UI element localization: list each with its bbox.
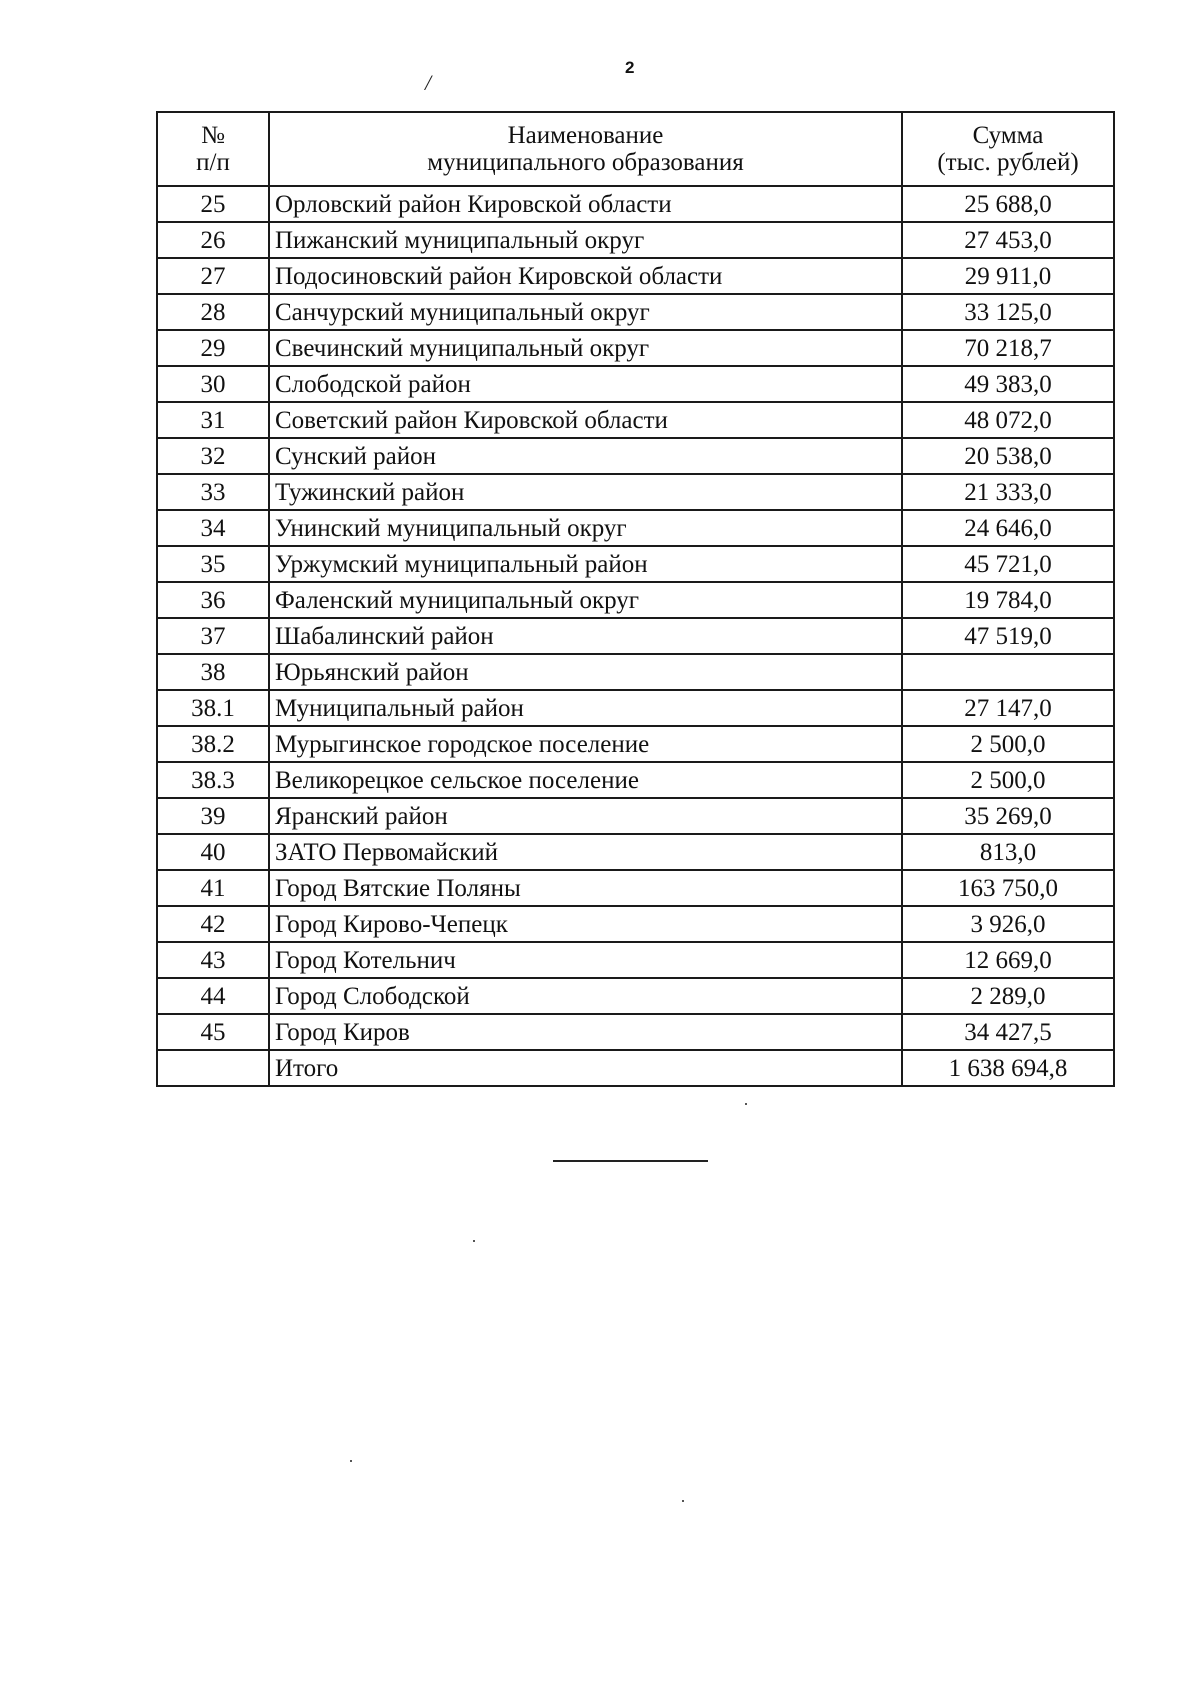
row-sum-cell: 25 688,0 — [902, 186, 1114, 222]
row-number-cell: 38.3 — [157, 762, 269, 798]
row-name-cell: Город Киров — [269, 1014, 902, 1050]
table-row — [157, 618, 1114, 654]
table-row — [157, 510, 1114, 546]
row-sum-cell: 2 289,0 — [902, 978, 1114, 1014]
row-name-cell: ЗАТО Первомайский — [269, 834, 902, 870]
header-sum-line1: Сумма — [972, 122, 1044, 149]
row-sum-cell — [902, 654, 1114, 690]
table-body — [157, 186, 1114, 1050]
table-row — [157, 366, 1114, 402]
row-sum-cell: 2 500,0 — [902, 762, 1114, 798]
row-sum-cell: 27 453,0 — [902, 222, 1114, 258]
table-row — [157, 870, 1114, 906]
row-sum-cell: 813,0 — [902, 834, 1114, 870]
row-number-cell: 33 — [157, 474, 269, 510]
row-name-cell: Великорецкое сельское поселение — [269, 762, 902, 798]
row-number-cell: 38 — [157, 654, 269, 690]
table-row — [157, 222, 1114, 258]
row-sum-cell: 3 926,0 — [902, 906, 1114, 942]
table-row — [157, 186, 1114, 222]
closing-divider-line — [553, 1160, 708, 1162]
row-name-cell: Тужинский район — [269, 474, 902, 510]
row-number-cell: 43 — [157, 942, 269, 978]
table-row — [157, 1014, 1114, 1050]
row-name-cell: Фаленский муниципальный округ — [269, 582, 902, 618]
row-sum-cell: 33 125,0 — [902, 294, 1114, 330]
page-number: 2 — [625, 58, 635, 77]
row-name-cell: Свечинский муниципальный округ — [269, 330, 902, 366]
row-number-cell: 27 — [157, 258, 269, 294]
row-name-cell: Юрьянский район — [269, 654, 902, 690]
row-sum-cell: 49 383,0 — [902, 366, 1114, 402]
table-row — [157, 654, 1114, 690]
row-name-cell: Муниципальный район — [269, 690, 902, 726]
row-sum-cell: 34 427,5 — [902, 1014, 1114, 1050]
row-number-cell: 35 — [157, 546, 269, 582]
total-sum-cell: 1 638 694,8 — [902, 1050, 1114, 1086]
total-number-cell — [157, 1050, 269, 1086]
table-row — [157, 438, 1114, 474]
row-name-cell: Подосиновский район Кировской области — [269, 258, 902, 294]
table-header-row — [157, 112, 1114, 186]
row-number-cell: 44 — [157, 978, 269, 1014]
row-sum-cell: 12 669,0 — [902, 942, 1114, 978]
table-row — [157, 474, 1114, 510]
header-name-line1: Наименование — [507, 122, 664, 149]
row-name-cell: Мурыгинское городское поселение — [269, 726, 902, 762]
row-sum-cell: 19 784,0 — [902, 582, 1114, 618]
row-number-cell: 38.2 — [157, 726, 269, 762]
row-name-cell: Город Вятские Поляны — [269, 870, 902, 906]
row-sum-cell: 70 218,7 — [902, 330, 1114, 366]
header-sum — [902, 112, 1114, 186]
row-sum-cell: 163 750,0 — [902, 870, 1114, 906]
row-sum-cell: 27 147,0 — [902, 690, 1114, 726]
header-sum-line2: (тыс. рублей) — [937, 149, 1079, 176]
scan-speck — [350, 1460, 352, 1462]
row-sum-cell: 35 269,0 — [902, 798, 1114, 834]
total-label-cell: Итого — [269, 1050, 902, 1086]
row-name-cell: Слободской район — [269, 366, 902, 402]
row-number-cell: 29 — [157, 330, 269, 366]
row-number-cell: 36 — [157, 582, 269, 618]
row-name-cell: Город Слободской — [269, 978, 902, 1014]
row-sum-cell: 47 519,0 — [902, 618, 1114, 654]
row-sum-cell: 48 072,0 — [902, 402, 1114, 438]
row-sum-cell: 29 911,0 — [902, 258, 1114, 294]
row-name-cell: Уржумский муниципальный район — [269, 546, 902, 582]
row-name-cell: Яранский район — [269, 798, 902, 834]
table-row — [157, 258, 1114, 294]
row-number-cell: 31 — [157, 402, 269, 438]
row-number-cell: 26 — [157, 222, 269, 258]
row-name-cell: Орловский район Кировской области — [269, 186, 902, 222]
row-number-cell: 42 — [157, 906, 269, 942]
table-row — [157, 690, 1114, 726]
row-number-cell: 41 — [157, 870, 269, 906]
row-name-cell: Унинский муниципальный округ — [269, 510, 902, 546]
scan-speck — [745, 1103, 747, 1105]
total-row — [157, 1050, 1114, 1086]
scan-speck — [473, 1240, 475, 1242]
row-sum-cell: 24 646,0 — [902, 510, 1114, 546]
row-sum-cell: 20 538,0 — [902, 438, 1114, 474]
row-number-cell: 39 — [157, 798, 269, 834]
row-sum-cell: 21 333,0 — [902, 474, 1114, 510]
table-row — [157, 906, 1114, 942]
header-name-line2: муниципального образования — [427, 149, 744, 176]
row-name-cell: Советский район Кировской области — [269, 402, 902, 438]
row-number-cell: 34 — [157, 510, 269, 546]
scan-speck — [682, 1500, 684, 1502]
row-sum-cell: 2 500,0 — [902, 726, 1114, 762]
table-row — [157, 546, 1114, 582]
header-number-line2: п/п — [196, 149, 230, 176]
table-row — [157, 330, 1114, 366]
row-number-cell: 25 — [157, 186, 269, 222]
row-number-cell: 30 — [157, 366, 269, 402]
table-row — [157, 294, 1114, 330]
row-name-cell: Город Котельнич — [269, 942, 902, 978]
row-number-cell: 38.1 — [157, 690, 269, 726]
row-number-cell: 32 — [157, 438, 269, 474]
row-number-cell: 40 — [157, 834, 269, 870]
row-number-cell: 28 — [157, 294, 269, 330]
table-row — [157, 402, 1114, 438]
table-row — [157, 942, 1114, 978]
header-number — [157, 112, 269, 186]
stray-pen-mark: / — [425, 70, 432, 95]
table-row — [157, 582, 1114, 618]
header-number-line1: № — [201, 122, 225, 149]
allocation-table — [156, 111, 1115, 1087]
row-number-cell: 45 — [157, 1014, 269, 1050]
row-name-cell: Шабалинский район — [269, 618, 902, 654]
row-number-cell: 37 — [157, 618, 269, 654]
table-row — [157, 798, 1114, 834]
row-name-cell: Город Кирово-Чепецк — [269, 906, 902, 942]
table-row — [157, 834, 1114, 870]
row-name-cell: Сунский район — [269, 438, 902, 474]
table-row — [157, 978, 1114, 1014]
header-name — [269, 112, 902, 186]
table-row — [157, 762, 1114, 798]
row-sum-cell: 45 721,0 — [902, 546, 1114, 582]
row-name-cell: Пижанский муниципальный округ — [269, 222, 902, 258]
table-row — [157, 726, 1114, 762]
row-name-cell: Санчурский муниципальный округ — [269, 294, 902, 330]
